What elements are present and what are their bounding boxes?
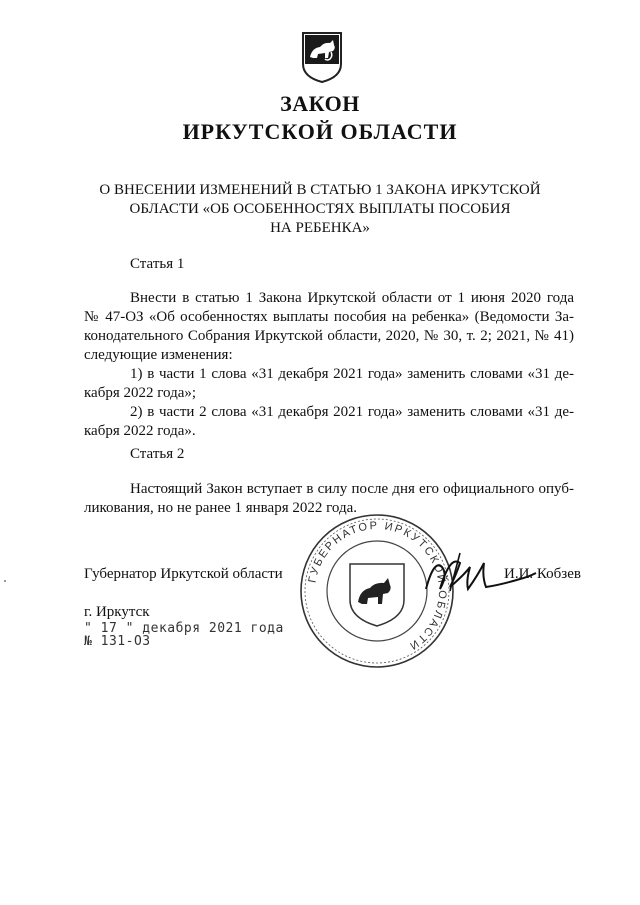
coat-of-arms-icon [300, 30, 344, 84]
city: г. Иркутск [84, 604, 150, 620]
signing-date: " 17 " декабря 2021 года [84, 621, 284, 636]
text-line: следующие изменения: [84, 347, 233, 363]
text-line: Настоящий Закон вступает в силу после дня его официального опуб- [130, 481, 574, 497]
scan-speck [4, 580, 6, 582]
law-number: № 131-ОЗ [84, 634, 151, 649]
text-line: кабря 2022 года». [84, 423, 196, 439]
text-line: № 47-ОЗ «Об особенностях выплаты пособия на ребенка» (Ведомости За- [84, 309, 574, 325]
article-2-heading: Статья 2 [130, 446, 185, 462]
text-line: Внести в статью 1 Закона Иркутской области от 1 июня 2020 года [130, 290, 574, 306]
subtitle-line: О ВНЕСЕНИИ ИЗМЕНЕНИЙ В СТАТЬЮ 1 ЗАКОНА ИРКУТСКОЙ [99, 182, 541, 198]
governor-title: Губернатор Иркутской области [84, 566, 283, 582]
article-1-heading: Статья 1 [130, 256, 185, 272]
subtitle-line: НА РЕБЕНКА» [270, 220, 370, 236]
text-line: ликования, но не ранее 1 января 2022 года. [84, 500, 358, 516]
law-title: ЗАКОН [280, 91, 360, 116]
text-line: кабря 2022 года»; [84, 385, 197, 401]
governor-name: И.И. Кобзев [504, 566, 581, 582]
text-line: 2) в части 2 слова «31 декабря 2021 года» заменить словами «31 де- [130, 404, 574, 420]
svg-text:ГУБЕРНАТОР ИРКУТСКОЙ ОБЛАСТИ: ГУБЕРНАТОР ИРКУТСКОЙ ОБЛАСТИ [306, 519, 449, 653]
text-line: конодательного Собрания Иркутской области, 2020, № 30, т. 2; 2021, № 41) [84, 328, 574, 344]
subtitle-line: ОБЛАСТИ «ОБ ОСОБЕННОСТЯХ ВЫПЛАТЫ ПОСОБИЯ [129, 201, 511, 217]
law-subtitle [95, 181, 545, 238]
article-1-body [84, 289, 574, 441]
text-line: 1) в части 1 слова «31 декабря 2021 года» заменить словами «31 де- [130, 366, 574, 382]
region-title: ИРКУТСКОЙ ОБЛАСТИ [182, 119, 458, 144]
